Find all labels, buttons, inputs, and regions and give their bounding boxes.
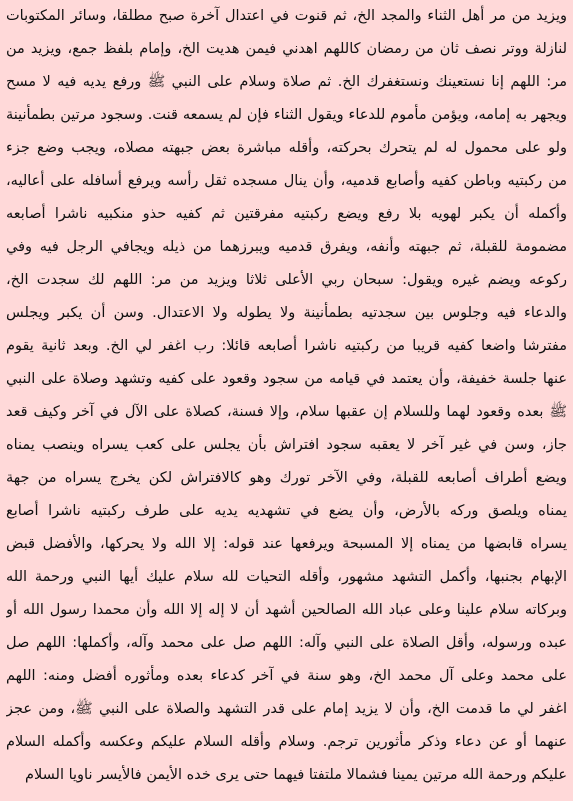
text-line: الإبهام بجنبها، وأكمل التشهد مشهور، وأقله التحيات لله سلام عليك أيها النبي ورحمة الله [6,569,567,585]
text-line: ويضع أطراف أصابعه للقبلة، وفي الآخر تورك وهو كالافتراش لكن يخرج يسراه من جهة [6,470,567,486]
text-line: ولو على محمول له لم يتحرك بحركته، وأقله مباشرة بعض جبهته مصلاه، ويجب وضع جزء [6,140,567,156]
text-line: ﷺ بعده وقعود لهما وللسلام إن عقبها سلام، وإلا فسنة، كصلاة على الآل في آخر وكيف قعد [6,404,567,420]
text-line: ركوعه ويضم غيره ويقول: سبحان ربي الأعلى ثلاثا ويزيد من مر: اللهم لك سجدت الخ، [6,272,567,288]
text-line: عبده ورسوله، وأقل الصلاة على النبي وآله: اللهم صل على محمد وآله، وأكملها: اللهم صل [6,635,567,651]
text-line: على محمد وعلى آل محمد الخ، وهو سنة في آخر كدعاء بعده ومأثوره أفضل ومنه: اللهم [6,668,567,684]
text-line: لنازلة ووتر نصف ثان من رمضان كاللهم اهدني فيمن هديت الخ، وإمام بلفظ جمع، ويزيد من [6,41,567,57]
text-line: عنها جلسة خفيفة، وأن يعتمد في قيامه من سجود وقعود على كفيه وتشهد وصلاة على النبي [6,371,567,387]
text-line: من ركبتيه وباطن كفيه وأصابع قدميه، وأن ينال مسجده ثقل رأسه ويرفع أسافله على أعاليه، [6,173,567,189]
document-page [6,4,567,797]
text-line: ويجهر به إمامه، ويؤمن مأموم للدعاء ويقول الثناء فإن لم يسمعه قنت. وسجود مرتين بطمأنينة [6,107,567,123]
text-line: يمناه ويلصق وركه بالأرض، وأن يضع في تشهديه يديه على طرف ركبتيه ناشرا أصابع [6,503,567,519]
text-line: وبركاته سلام علينا وعلى عباد الله الصالحين أشهد أن لا إله إلا الله وأن محمدا رسول الله أو [6,602,567,618]
text-line: يسراه قابضها من يمناه إلا المسبحة ويرفعها عند قوله: إلا الله ولا يحركها، والأفضل قبض [6,536,567,552]
text-line: والدعاء فيه وجلوس بين سجدتيه بطمأنينة ولا يطوله ولا الاعتدال. وسن أن يكبر ويجلس [6,305,567,321]
text-line: اغفر لي ما قدمت الخ، وأن لا يزيد إمام على قدر التشهد والصلاة على النبي ﷺ، ومن عجز [6,701,567,717]
text-line: مر: اللهم إنا نستعينك ونستغفرك الخ. ثم صلاة وسلام على النبي ﷺ ورفع يديه فيه لا مسح [6,74,567,90]
text-line: وأكمله أن يكبر لهويه بلا رفع ويضع ركبتيه مفرقتين ثم كفيه حذو منكبيه ناشرا أصابعه [6,206,567,222]
text-line: جاز، وسن في غير آخر لا يعقبه سجود افتراش بأن يجلس على كعب يسراه وينصب يمناه [6,437,567,453]
text-line: مفترشا واضعا كفيه قريبا من ركبتيه ناشرا أصابعه قائلا: رب اغفر لي الخ. وبعد ثانية يقوم [6,338,567,354]
text-line: عليكم ورحمة الله مرتين يمينا فشمالا ملتفتا فيهما حتى يرى خده الأيمن فالأيسر ناويا السلام [24,767,567,783]
text-line: عنهما أو عن دعاء وذكر مأثورين ترجم. وسلام وأقله السلام عليكم وعكسه وأكمله السلام [6,734,567,750]
text-line: مضمومة للقبلة، ثم جبهته وأنفه، ويفرق قدميه ويبرزهما من ذيله ويجافي الرجل فيه وفي [6,239,567,255]
text-line: ويزيد من مر أهل الثناء والمجد الخ، ثم قنوت في اعتدال آخرة صبح مطلقا، وسائر المكتوبات [6,8,567,24]
